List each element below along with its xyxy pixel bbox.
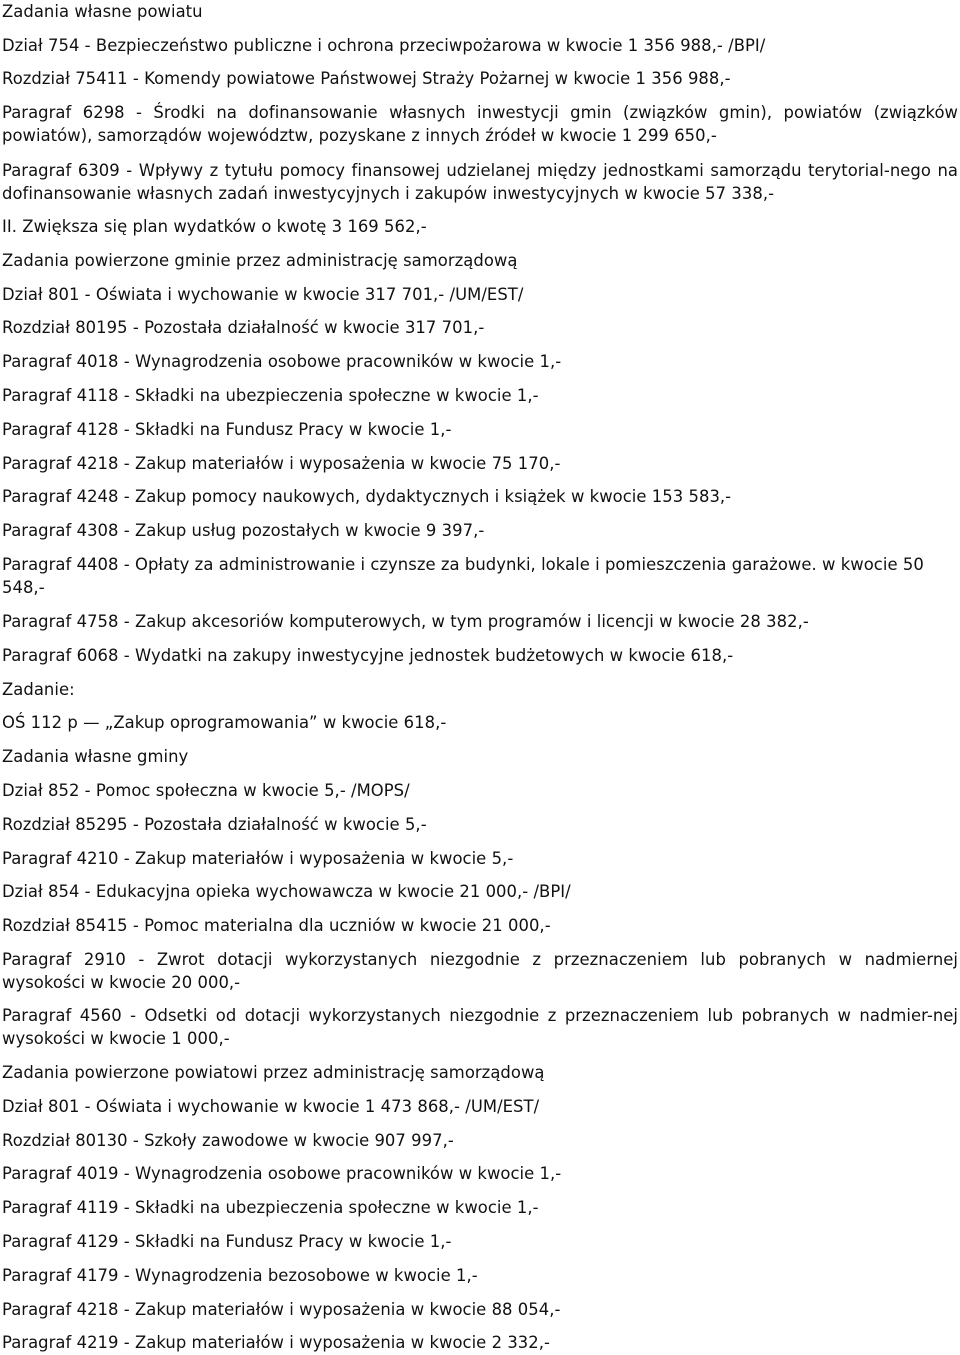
text-line-paragraf-4218-powiat: Paragraf 4218 - Zakup materiałów i wyposażenia w kwocie 88 054,- <box>2 1300 561 1319</box>
text-line-paragraf-6068: Paragraf 6068 - Wydatki na zakupy inwestycyjne jednostek budżetowych w kwocie 618,- <box>2 646 734 665</box>
text-line-paragraf-4018: Paragraf 4018 - Wynagrodzenia osobowe pracowników w kwocie 1,- <box>2 352 562 371</box>
heading-zadania-wlasne-gminy: Zadania własne gminy <box>2 747 189 766</box>
text-line-paragraf-4308: Paragraf 4308 - Zakup usług pozostałych w kwocie 9 397,- <box>2 521 485 540</box>
text-paragraf-4560: Paragraf 4560 - Odsetki od dotacji wykorzystanych niezgodnie z przeznaczeniem lub pobranych w nadmier-nej wysokości w kwocie 1 000,- <box>2 1006 958 1048</box>
text-line-paragraf-4218: Paragraf 4218 - Zakup materiałów i wyposażenia w kwocie 75 170,- <box>2 454 561 473</box>
heading-zadania-powierzone-gminie: Zadania powierzone gminie przez administrację samorządową <box>2 251 518 270</box>
text-line-dzial-854: Dział 854 - Edukacyjna opieka wychowawcza w kwocie 21 000,- /BPI/ <box>2 882 571 901</box>
heading-zadania-powierzone-powiatowi: Zadania powierzone powiatowi przez administrację samorządową <box>2 1063 545 1082</box>
text-line-zwieksza-wydatki: II. Zwiększa się plan wydatków o kwotę 3 169 562,- <box>2 217 427 236</box>
text-line-paragraf-4179: Paragraf 4179 - Wynagrodzenia bezosobowe w kwocie 1,- <box>2 1266 478 1285</box>
text-line-paragraf-4119: Paragraf 4119 - Składki na ubezpieczenia społeczne w kwocie 1,- <box>2 1198 539 1217</box>
text-line-paragraf-4758: Paragraf 4758 - Zakup akcesoriów komputerowych, w tym programów i licencji w kwocie 28 382,- <box>2 612 809 631</box>
text-line-os-112: OŚ 112 p — „Zakup oprogramowania” w kwocie 618,- <box>2 713 447 732</box>
text-line-dzial-801-powiat: Dział 801 - Oświata i wychowanie w kwocie 1 473 868,- /UM/EST/ <box>2 1097 540 1116</box>
text-paragraf-6298: Paragraf 6298 - Środki na dofinansowanie własnych inwestycji gmin (związków gmin), powiatów (związków powiatów), samorządów województw, pozyskane z innych źródeł w kwocie 1 299 650,- <box>2 103 958 145</box>
text-line-dzial-754: Dział 754 - Bezpieczeństwo publiczne i ochrona przeciwpożarowa w kwocie 1 356 988,- /BPI/ <box>2 36 766 55</box>
text-line-dzial-852: Dział 852 - Pomoc społeczna w kwocie 5,- /MOPS/ <box>2 781 410 800</box>
text-paragraf-6309: Paragraf 6309 - Wpływy z tytułu pomocy finansowej udzielanej między jednostkami samorządu terytorial-nego na dofinansowanie własnych zadań inwestycyjnych i zakupów inwestycyjnych w kwocie 57 338,- <box>2 161 958 203</box>
text-line-paragraf-4129: Paragraf 4129 - Składki na Fundusz Pracy w kwocie 1,- <box>2 1232 452 1251</box>
text-paragraf-4408: Paragraf 4408 - Opłaty za administrowanie i czynsze za budynki, lokale i pomieszczenia garażowe. w kwocie 50 548,- <box>2 555 924 597</box>
text-line-rozdzial-75411: Rozdział 75411 - Komendy powiatowe Państwowej Straży Pożarnej w kwocie 1 356 988,- <box>2 69 731 88</box>
text-line-paragraf-4019: Paragraf 4019 - Wynagrodzenia osobowe pracowników w kwocie 1,- <box>2 1164 562 1183</box>
text-line-paragraf-4128: Paragraf 4128 - Składki na Fundusz Pracy w kwocie 1,- <box>2 420 452 439</box>
text-line-rozdzial-80195: Rozdział 80195 - Pozostała działalność w kwocie 317 701,- <box>2 318 485 337</box>
text-line-rozdzial-80130: Rozdział 80130 - Szkoły zawodowe w kwocie 907 997,- <box>2 1131 454 1150</box>
text-line-dzial-801: Dział 801 - Oświata i wychowanie w kwocie 317 701,- /UM/EST/ <box>2 285 524 304</box>
text-paragraf-2910: Paragraf 2910 - Zwrot dotacji wykorzystanych niezgodnie z przeznaczeniem lub pobranych w nadmiernej wysokości w kwocie 20 000,- <box>2 950 958 992</box>
heading-zadania-wlasne-powiatu: Zadania własne powiatu <box>2 2 203 21</box>
text-line-rozdzial-85295: Rozdział 85295 - Pozostała działalność w kwocie 5,- <box>2 815 427 834</box>
text-line-paragraf-4118: Paragraf 4118 - Składki na ubezpieczenia społeczne w kwocie 1,- <box>2 386 539 405</box>
text-line-paragraf-4219: Paragraf 4219 - Zakup materiałów i wyposażenia w kwocie 2 332,- <box>2 1333 550 1352</box>
text-line-paragraf-4248: Paragraf 4248 - Zakup pomocy naukowych, dydaktycznych i książek w kwocie 153 583,- <box>2 487 732 506</box>
text-line-rozdzial-85415: Rozdział 85415 - Pomoc materialna dla uczniów w kwocie 21 000,- <box>2 916 551 935</box>
text-line-paragraf-4210: Paragraf 4210 - Zakup materiałów i wyposażenia w kwocie 5,- <box>2 849 514 868</box>
text-line-zadanie: Zadanie: <box>2 680 75 699</box>
